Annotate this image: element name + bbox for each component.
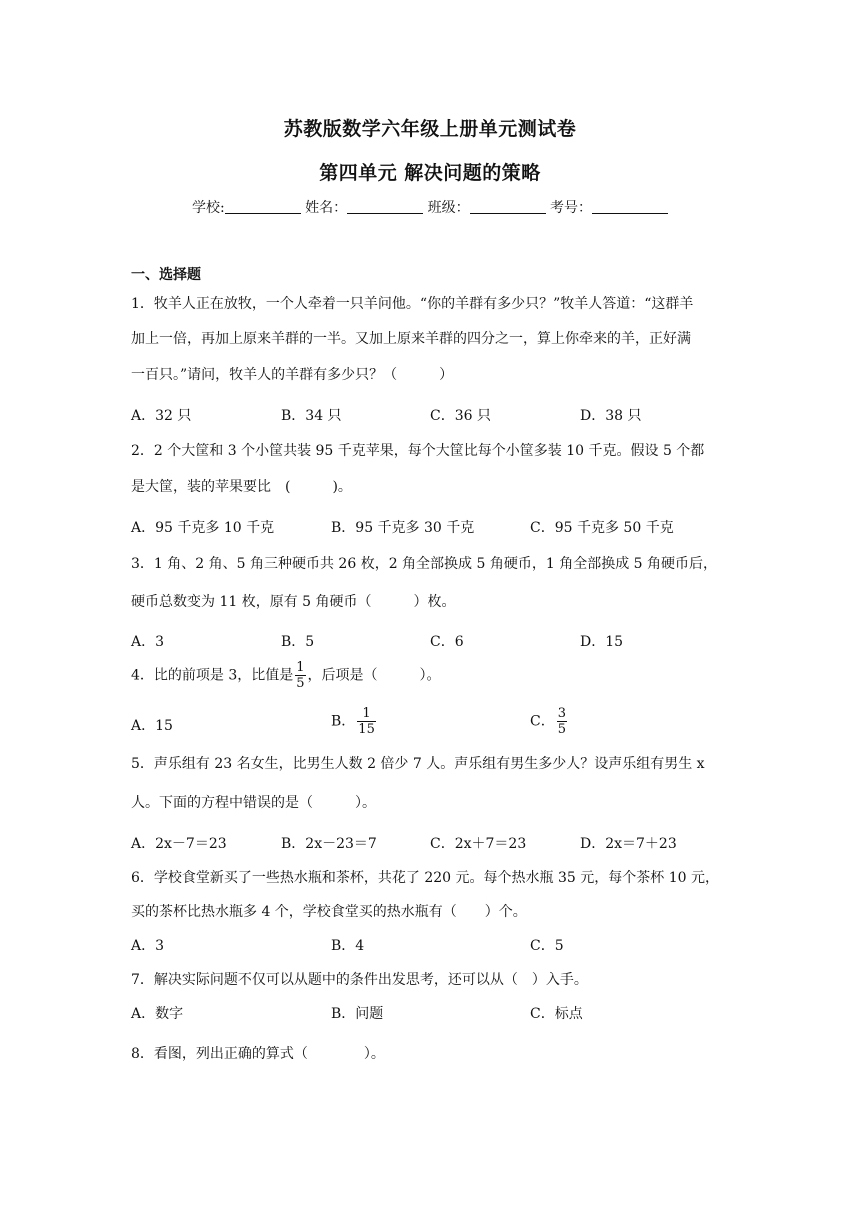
option-c-label: C． (530, 713, 555, 730)
class-blank[interactable] (470, 199, 546, 214)
question-3-option-c[interactable]: C．6 (430, 634, 464, 650)
question-5-line-1: 5．声乐组有 23 名女生，比男生人数 2 倍少 7 人。声乐组有男生多少人？设声乐组有男生 x (131, 756, 705, 772)
question-2-option-b[interactable]: B．95 千克多 30 千克 (331, 520, 475, 536)
fraction-denominator: 5 (557, 722, 566, 737)
option-b-fraction (357, 706, 376, 737)
question-6-line-2: 买的茶杯比热水瓶多 4 个，学校食堂买的热水瓶有（ ）个。 (131, 904, 527, 920)
exam-number-blank[interactable] (592, 199, 668, 214)
question-5-option-b[interactable]: B．2x－23＝7 (281, 836, 377, 852)
question-5-option-d[interactable]: D．2x＝7＋23 (580, 836, 677, 852)
question-4-text-after: ，后项是（ ）。 (307, 667, 441, 684)
question-1-line-2: 加上一倍，再加上原来羊群的一半。又加上原来羊群的四分之一，算上你牵来的羊，正好满 (131, 331, 691, 347)
option-c-fraction (557, 706, 567, 737)
option-b-label: B． (331, 713, 356, 730)
question-3-option-a[interactable]: A．3 (131, 634, 165, 650)
question-1-line-1: 1．牧羊人正在放牧，一个人牵着一只羊问他。“你的羊群有多少只？”牧羊人答道：“这群羊 (131, 296, 694, 312)
question-3-line-1: 3．1 角、2 角、5 角三种硬币共 26 枚，2 角全部换成 5 角硬币，1 角全部换成 5 角硬币后， (131, 556, 718, 572)
fraction-denominator: 5 (296, 676, 305, 691)
student-info-row (0, 197, 860, 217)
question-6-option-a[interactable]: A．3 (131, 938, 165, 954)
question-6-option-b[interactable]: B．4 (331, 938, 365, 954)
question-1-line-3: 一百只。”请问，牧羊人的羊群有多少只？（ ） (131, 367, 454, 383)
school-blank[interactable] (225, 199, 301, 214)
question-1-option-d[interactable]: D．38 只 (580, 408, 642, 424)
exam-title: 苏教版数学六年级上册单元测试卷 (283, 118, 577, 140)
fraction-numerator: 1 (357, 706, 376, 722)
fraction-numerator: 3 (557, 706, 566, 721)
class-label: 班级： (427, 200, 470, 216)
exam-number-label: 考号： (550, 200, 593, 216)
question-8-line-1: 8．看图，列出正确的算式（ ）。 (131, 1046, 385, 1062)
name-blank[interactable] (347, 199, 423, 214)
question-2-line-2: 是大筐，装的苹果要比 ( )。 (131, 479, 352, 495)
question-7-line-1: 7．解决实际问题不仅可以从题中的条件出发思考，还可以从（ ）入手。 (131, 972, 588, 988)
section-heading: 一、选择题 (131, 267, 201, 283)
question-1-option-c[interactable]: C．36 只 (430, 408, 491, 424)
question-2-option-a[interactable]: A．95 千克多 10 千克 (131, 520, 275, 536)
question-3-option-b[interactable]: B．5 (281, 634, 315, 650)
question-4-line (131, 660, 441, 691)
question-5-line-2: 人。下面的方程中错误的是（ ）。 (131, 795, 376, 811)
fraction-numerator: 1 (296, 660, 305, 675)
question-7-option-c[interactable]: C．标点 (530, 1006, 583, 1022)
question-7-option-a[interactable]: A．数字 (131, 1006, 184, 1022)
question-2-line-1: 2．2 个大筐和 3 个小筐共装 95 千克苹果，每个大筐比每个小筐多装 10 千克。假设 5 个都 (131, 443, 705, 459)
name-label: 姓名： (305, 200, 348, 216)
question-3-line-2: 硬币总数变为 11 枚，原有 5 角硬币（ ）枚。 (131, 594, 456, 610)
school-label: 学校: (191, 200, 225, 216)
question-3-option-d[interactable]: D．15 (580, 634, 624, 650)
question-4-option-b[interactable] (331, 706, 378, 737)
question-6-option-c[interactable]: C．5 (530, 938, 564, 954)
question-1-option-b[interactable]: B．34 只 (281, 408, 342, 424)
question-2-option-c[interactable]: C．95 千克多 50 千克 (530, 520, 674, 536)
question-7-option-b[interactable]: B．问题 (331, 1006, 384, 1022)
ratio-value-fraction (295, 660, 305, 691)
unit-subtitle: 第四单元 解决问题的策略 (319, 162, 541, 184)
question-1-option-a[interactable]: A．32 只 (131, 408, 192, 424)
fraction-denominator: 15 (358, 722, 375, 737)
question-5-option-a[interactable]: A．2x－7＝23 (131, 836, 227, 852)
question-5-option-c[interactable]: C．2x＋7＝23 (430, 836, 527, 852)
question-6-line-1: 6．学校食堂新买了一些热水瓶和茶杯，共花了 220 元。每个热水瓶 35 元，每个茶杯 10 元， (131, 870, 719, 886)
question-4-option-a[interactable]: A．15 (131, 718, 173, 734)
question-4-option-c[interactable] (530, 706, 569, 737)
question-4-text-before: 4．比的前项是 3，比值是 (131, 667, 294, 684)
